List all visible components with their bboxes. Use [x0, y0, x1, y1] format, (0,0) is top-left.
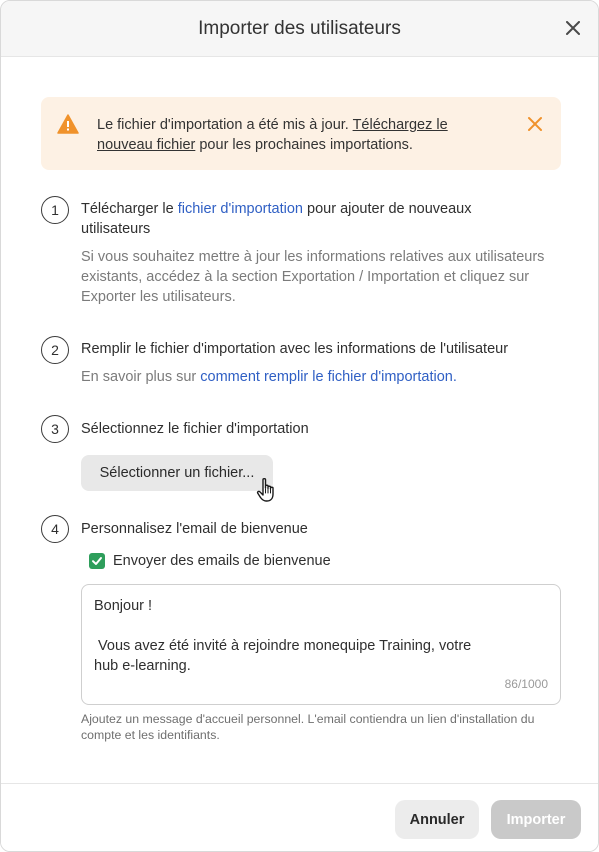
update-alert [41, 97, 561, 170]
step-1-number: 1 [41, 196, 69, 224]
step-1-title [81, 199, 521, 239]
welcome-message-text: Bonjour ! Vous avez été invité à rejoindre monequipe Training, votre hub e-learning. [94, 598, 472, 674]
step-2-title: Remplir le fichier d'importation avec les informations de l'utilisateur [81, 341, 509, 357]
step-4-number: 4 [41, 515, 69, 543]
how-to-fill-link[interactable]: comment remplir le fichier d'importation [200, 369, 453, 385]
checkmark-icon [91, 555, 103, 567]
alert-message [97, 115, 497, 155]
warning-icon [57, 114, 79, 134]
step-2-description-period: . [452, 369, 457, 385]
step-2-number: 2 [41, 336, 69, 364]
character-counter: 86/1000 [504, 677, 548, 691]
hand-cursor-icon [256, 477, 278, 503]
step-1-description: Si vous souhaitez mettre à jour les informations relatives aux utilisateurs existants, accédez à la section Exportation / Importation et cliquez sur Exporter les utilisateurs. [81, 249, 545, 305]
dialog-title: Importer des utilisateurs [198, 17, 401, 39]
step-1-title-text: Télécharger le [81, 201, 178, 217]
step-4-title: Personnalisez l'email de bienvenue [81, 521, 308, 537]
alert-text-after: pour les prochaines importations. [195, 137, 413, 153]
alert-text-before: Le fichier d'importation a été mis à jour. [97, 117, 353, 133]
step-3-number: 3 [41, 415, 69, 443]
import-file-link[interactable]: fichier d'importation [177, 201, 303, 217]
close-icon [566, 21, 580, 35]
dialog-header [1, 1, 598, 57]
close-dialog-button[interactable] [562, 17, 584, 39]
close-icon[interactable] [527, 116, 543, 132]
welcome-message-helper: Ajoutez un message d'accueil personnel. L'email contiendra un lien d'installation du compte et les identifiants. [81, 712, 535, 742]
import-button[interactable]: Importer [491, 800, 581, 839]
step-1-title-text-after: pour ajouter de nouveaux utilisateurs [81, 201, 472, 237]
welcome-email-checkbox-label[interactable]: Envoyer des emails de bienvenue [113, 553, 331, 569]
download-new-file-link[interactable]: Téléchargez le nouveau fichier [97, 117, 448, 153]
welcome-email-checkbox[interactable] [89, 553, 105, 569]
cancel-button[interactable]: Annuler [395, 800, 479, 839]
welcome-message-textarea[interactable] [81, 584, 561, 705]
step-2-description [81, 367, 561, 387]
select-file-button[interactable]: Sélectionner un fichier... [81, 455, 273, 491]
step-2-description-text: En savoir plus sur [81, 369, 201, 385]
dialog-footer [1, 783, 598, 852]
step-3-title: Sélectionnez le fichier d'importation [81, 421, 309, 437]
